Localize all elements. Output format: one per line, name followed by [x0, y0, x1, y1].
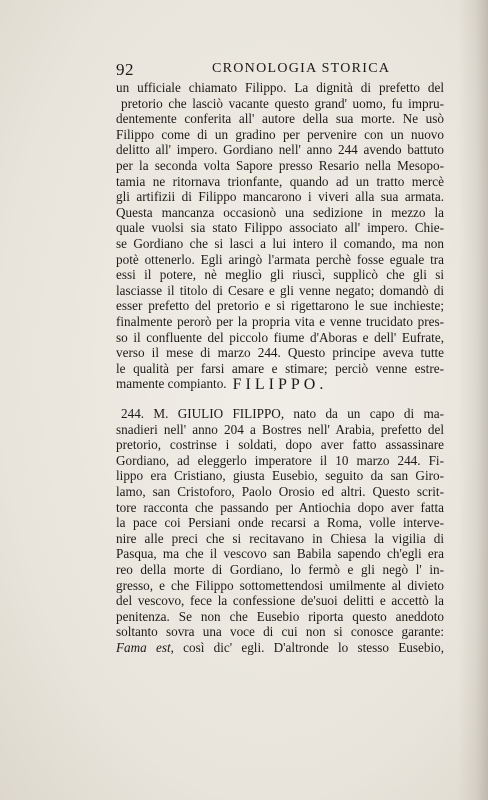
text-line: snadieri nell' anno 204 a Bostres nell' Arabia, prefetto del [116, 421, 444, 437]
text-line: del vescovo, fece la confessione de'suoi delitti e accettò la [116, 593, 444, 609]
text-line: pretorio che lasciò vacante questo grand' uomo, fu impru- [121, 95, 444, 111]
italic-quote: Fama est, [116, 639, 174, 655]
text-line: penitenza. Se non che Eusebio riporta questo aneddoto [116, 608, 444, 624]
text-line: tore racconta che passando per Antiochia dopo aver fatta [116, 499, 444, 515]
running-title [212, 61, 390, 77]
text-line: Gordiano, ad eleggerlo imperatore il 10 marzo 244. Fi- [116, 452, 444, 468]
text-line: lippo era Cristiano, giusta Eusebio, seguito da san Giro- [116, 468, 444, 484]
text-line: so il confluente del piccolo fiume d'Aboras e dell' Eufrate, [116, 329, 444, 345]
text-line: Pasqua, ma che il vescovo san Babila sapendo ch'egli era [116, 546, 444, 562]
page-fold-shadow [458, 0, 488, 800]
final-line-rest: così dic' egli. D'altronde lo stesso Eusebio, [173, 639, 444, 655]
text-line: finalmente perorò per la propria vita e venne trucidato pres- [116, 313, 444, 329]
text-line: quale vuolsi sia stato Filippo associato all' impero. Chie- [116, 220, 444, 236]
text-line: Questa mancanza occasionò una sedizione in mezzo la [116, 204, 444, 220]
page-header [116, 60, 442, 82]
text-line: tamia ne ritornava trionfante, quando ad un tratto mercè [116, 173, 444, 189]
section-heading-filippo: FILIPPO. [232, 376, 328, 393]
text-line: le qualità per farsi amare e stimare; perciò venne estre- [116, 360, 444, 376]
text-line: reo della morte di Gordiano, lo fermò e gli negò l' in- [116, 561, 444, 577]
text-line-final [116, 640, 444, 656]
text-line: potè ottenerlo. Egli aringò l'armata perchè fosse eguale tra [116, 251, 444, 267]
paragraph-gordiano-end [116, 80, 444, 392]
text-line: mamente compianto. [116, 376, 227, 392]
paragraph-filippo [116, 406, 444, 656]
text-line: per la seconda volta Sapore presso Resario nella Mesopo- [116, 157, 444, 173]
text-line: se Gordiano che si lasci a lui intero il comando, ma non [116, 235, 444, 251]
text-line: nire alle preci che si recitavano in Chiesa la vigilia di [116, 530, 444, 546]
text-line: essi il potere, nè meglio gli riuscì, supplicò che gli si [116, 267, 444, 283]
text-line: pretorio, costrinse i soldati, dopo aver fatto assassinare [116, 437, 444, 453]
text-line: gli artifizii di Filippo mancarono i viveri alla sua armata. [116, 189, 444, 205]
text-line: soltanto sovra una voce di cui non si conosce garante: [116, 624, 444, 640]
text-line: delitto all' impero. Gordiano nell' anno 244 avendo battuto [116, 142, 444, 158]
text-line: un ufficiale chiamato Filippo. La dignità di prefetto del [116, 80, 444, 95]
text-line: la pace coi Persiani onde recarsi a Roma, volle interve- [116, 515, 444, 531]
text-line: verso il mese di marzo 244. Questo principe aveva tutte [116, 345, 444, 361]
text-line: gresso, e che Filippo sottomettendosi umilmente al divieto [116, 577, 444, 593]
text-line: 244. M. GIULIO FILIPPO, nato da un capo di ma- [121, 406, 444, 421]
running-title-text: CRONOLOGIA STORICA [212, 61, 391, 76]
text-line: esser prefetto del pretorio e si rigettarono le sue inchieste; [116, 298, 444, 314]
text-line: lamo, san Cristoforo, Paolo Orosio ed altri. Questo scrit- [116, 483, 444, 499]
text-line: Filippo come di un gradino per pervenire con un nuovo [116, 126, 444, 142]
text-line: lasciasse il titolo di Cesare e gli venne negato; domandò di [116, 282, 444, 298]
page-number: 92 [116, 60, 134, 79]
text-line: dentemente conferita all' autore della sua morte. Ne usò [116, 111, 444, 127]
